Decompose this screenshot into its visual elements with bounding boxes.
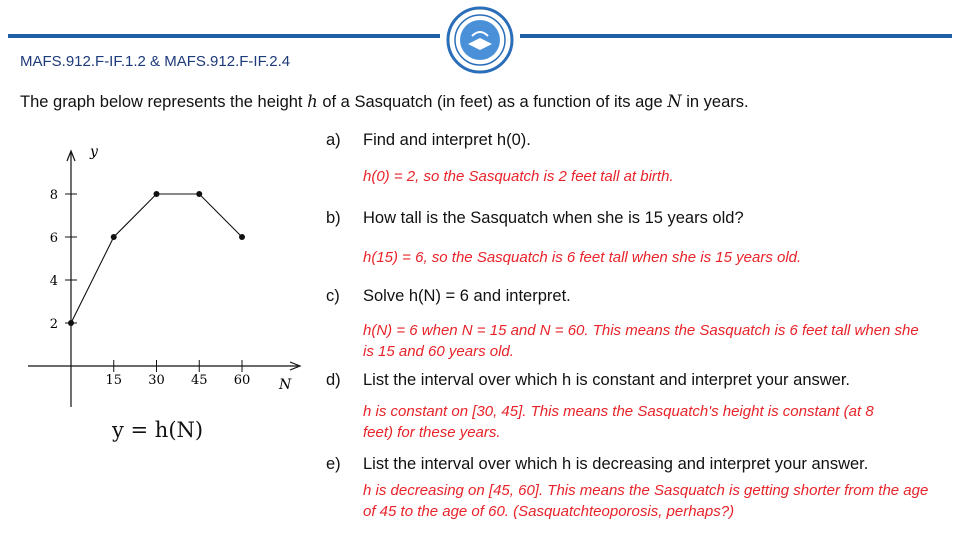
header-rule-left	[8, 34, 440, 38]
question-a	[326, 131, 946, 187]
graph-ticks	[50, 188, 251, 388]
intro-before: The graph below represents the height	[20, 93, 308, 111]
intro-text	[20, 92, 749, 112]
question-b	[326, 209, 946, 268]
question-text: Find and interpret h(0).	[363, 131, 531, 149]
question-d	[326, 371, 946, 443]
header-rule-right	[520, 34, 952, 38]
answer-text: h is decreasing on [45, 60]. This means the Sasquatch is getting shorter from the age of 45 to the age of 60. (Sasquatchteoporosis, perhaps?)	[363, 482, 929, 520]
data-point	[154, 191, 160, 197]
intro-after: in years.	[681, 93, 749, 111]
data-point	[239, 234, 245, 240]
question-text: How tall is the Sasquatch when she is 15 years old?	[363, 209, 744, 227]
question-letter: c)	[326, 287, 340, 305]
x-tick-label: 15	[105, 373, 123, 388]
graph-series	[68, 191, 245, 326]
y-tick-label: 4	[49, 274, 58, 289]
question-c	[326, 287, 946, 362]
answer-text: h(N) = 6 when N = 15 and N = 60. This means the Sasquatch is 6 feet tall when she is 15 and 60 years old.	[363, 322, 919, 360]
x-axis-label: N	[279, 377, 292, 393]
data-point	[196, 191, 202, 197]
question-text: List the interval over which h is constant and interpret your answer.	[363, 371, 850, 389]
district-seal-logo	[446, 6, 514, 74]
y-tick-label: 6	[49, 231, 58, 246]
series-line	[71, 194, 242, 323]
question-letter: a)	[326, 131, 341, 149]
x-tick-label: 30	[148, 373, 165, 388]
height-graph	[20, 135, 310, 455]
intro-var-h: h	[307, 92, 318, 111]
intro-middle: of a Sasquatch (in feet) as a function of its age	[317, 93, 668, 111]
x-tick-label: 45	[190, 373, 208, 388]
y-tick-label: 2	[49, 317, 58, 332]
graph-caption: y = h(N)	[112, 418, 204, 442]
graph-axes	[28, 144, 300, 407]
data-point	[68, 320, 74, 326]
y-axis-label: y	[90, 144, 98, 160]
x-tick-label: 60	[233, 373, 251, 388]
question-e	[326, 455, 946, 522]
answer-text: h(15) = 6, so the Sasquatch is 6 feet tall when she is 15 years old.	[363, 249, 802, 266]
question-text: List the interval over which h is decreasing and interpret your answer.	[363, 455, 869, 473]
question-letter: b)	[326, 209, 341, 227]
y-tick-label: 8	[49, 188, 58, 203]
answer-text: h is constant on [30, 45]. This means the Sasquatch's height is constant (at 8 feet) for these years.	[363, 403, 874, 441]
answer-text: h(0) = 2, so the Sasquatch is 2 feet tall at birth.	[363, 168, 674, 185]
standard-code: MAFS.912.F-IF.1.2 & MAFS.912.F-IF.2.4	[20, 53, 291, 70]
question-text: Solve h(N) = 6 and interpret.	[363, 287, 571, 305]
question-letter: d)	[326, 371, 341, 389]
data-point	[111, 234, 117, 240]
intro-var-n: N	[667, 92, 682, 111]
question-letter: e)	[326, 455, 341, 473]
